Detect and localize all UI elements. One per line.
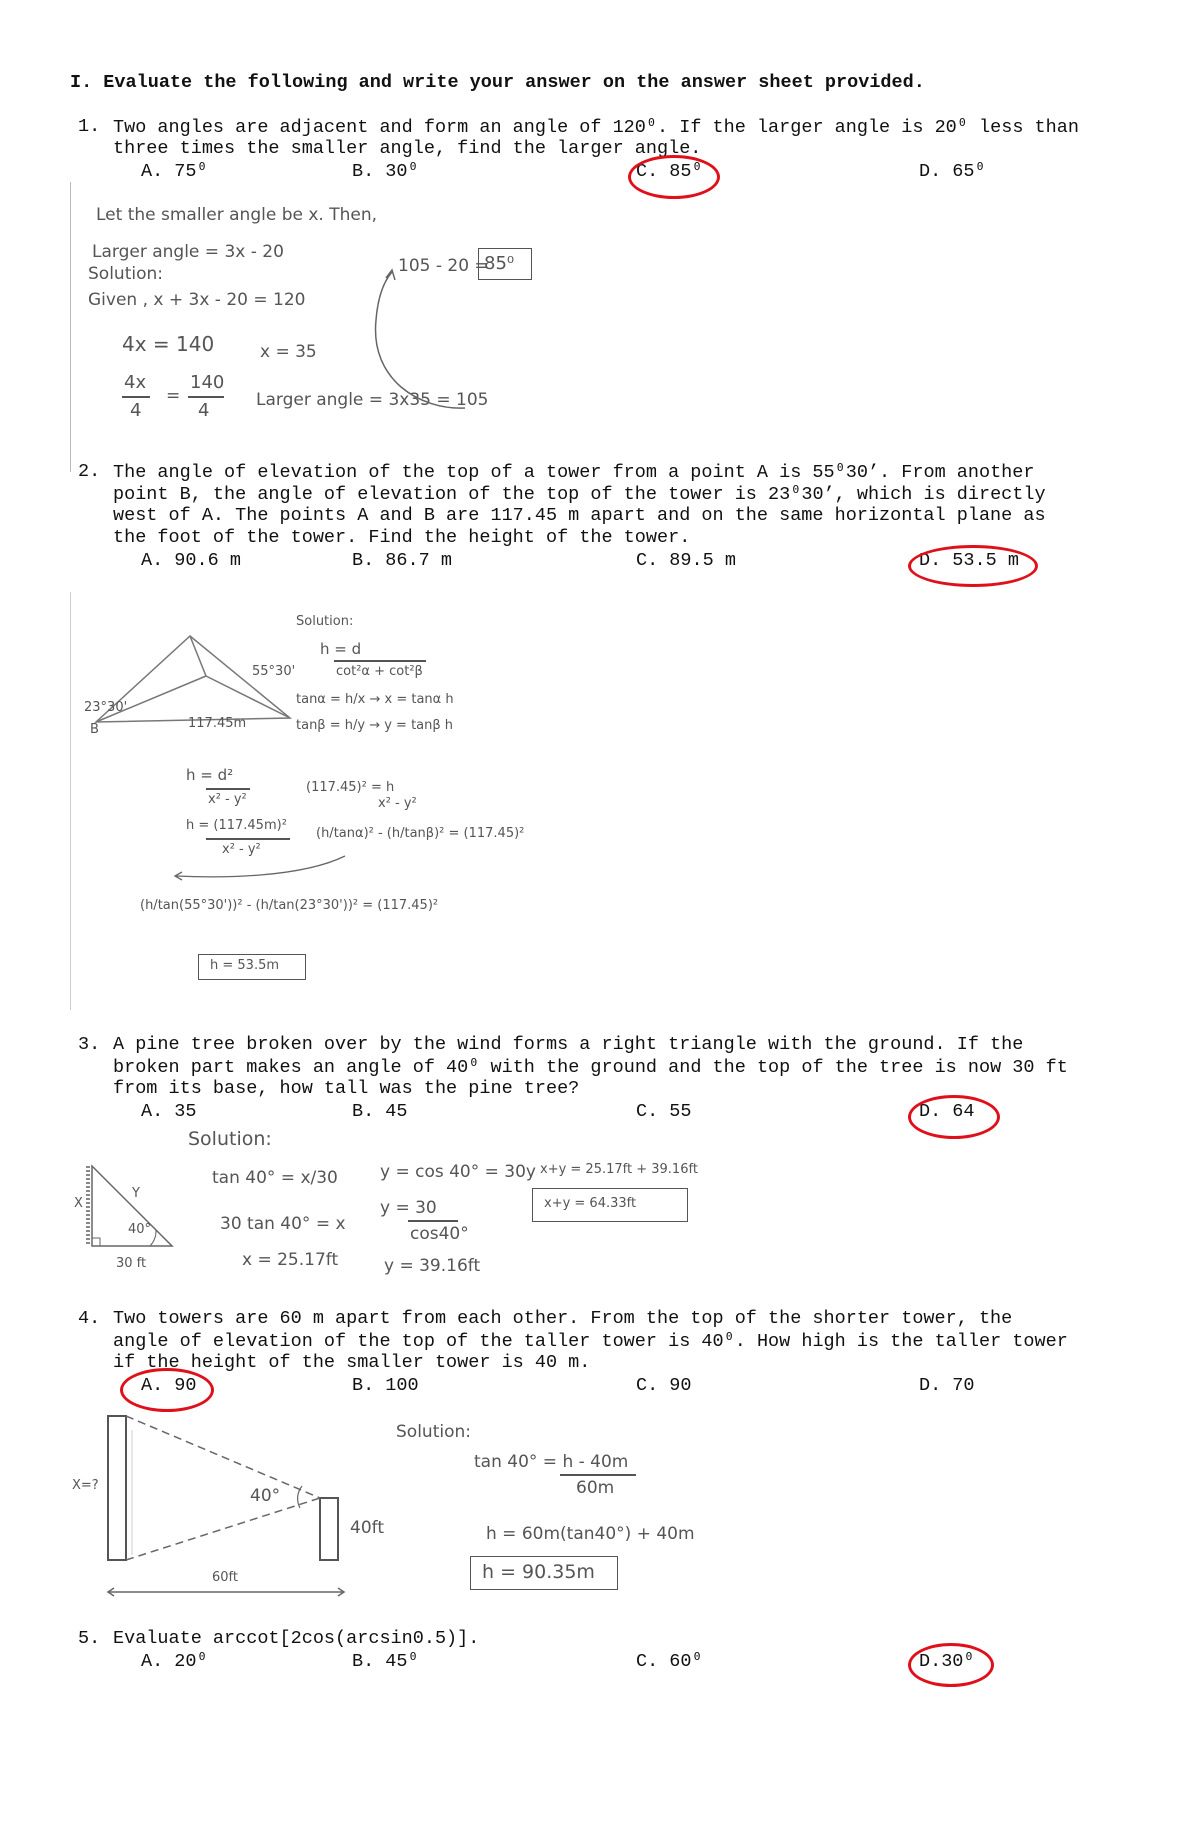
solution-1-frac-num: 4x <box>124 372 147 393</box>
solution-3-line-8: x+y = 25.17ft + 39.16ft <box>540 1162 698 1177</box>
question-2-line-2: point B, the angle of elevation of the top of the tower is 23⁰30’, which is directly <box>113 484 1046 505</box>
solution-2-line-7: (117.45)² = h <box>306 780 395 795</box>
solution-2-diagram-distance: 117.45m <box>188 716 247 731</box>
question-1-choice-c: C. 85⁰ <box>636 161 703 182</box>
question-4-choice-b: B. 100 <box>352 1375 419 1396</box>
solution-3-label: Solution: <box>188 1128 272 1150</box>
question-2-choice-c: C. 89.5 m <box>636 550 736 571</box>
solution-4-label: Solution: <box>396 1422 471 1442</box>
solution-3-line-7: y = 39.16ft <box>384 1256 481 1276</box>
question-2-number: 2. <box>78 461 101 482</box>
solution-3-line-1: tan 40° = x/30 <box>212 1168 338 1188</box>
answer-circle-q5 <box>908 1643 994 1687</box>
solution-3-line-5: y = 30 <box>380 1198 437 1218</box>
solution-2-line-9: h = (117.45m)² <box>186 818 287 833</box>
question-1-number: 1. <box>78 116 101 137</box>
solution-4-diagram-angle: 40° <box>250 1486 281 1506</box>
solution-2-line-10: x² - y² <box>222 842 261 857</box>
solution-1-equals: = <box>166 386 181 406</box>
instruction: I. Evaluate the following and write your answer on the answer sheet provided. <box>70 72 925 93</box>
solution-1-line-4: Given , x + 3x - 20 = 120 <box>88 290 306 310</box>
question-2-line-1: The angle of elevation of the top of a tower from a point A is 55⁰30’. From another <box>113 462 1035 483</box>
solution-2-line-11: (h/tanα)² - (h/tanβ)² = (117.45)² <box>316 826 525 841</box>
solution-3-line-6: cos40° <box>410 1224 469 1244</box>
question-4-choice-c: C. 90 <box>636 1375 692 1396</box>
question-4-line-2: angle of elevation of the top of the taller tower is 40⁰. How high is the taller tower <box>113 1331 1068 1352</box>
solution-1-line-1: Let the smaller angle be x. Then, <box>96 205 378 225</box>
solution-4-answer: h = 90.35m <box>482 1561 595 1583</box>
question-3-line-3: from its base, how tall was the pine tree? <box>113 1078 580 1099</box>
solution-1-line-5: 4x = 140 <box>122 332 215 356</box>
question-2-choice-b: B. 86.7 m <box>352 550 452 571</box>
solution-4-diagram-x: X=? <box>72 1478 99 1493</box>
solution-2-label: Solution: <box>296 614 354 629</box>
question-2-choice-a: A. 90.6 m <box>141 550 241 571</box>
solution-2-line-4: tanβ = h/y → y = tanβ h <box>296 718 454 733</box>
solution-3-diagram-angle: 40° <box>128 1222 152 1237</box>
question-4-number: 4. <box>78 1308 101 1329</box>
question-1-choice-b: B. 30⁰ <box>352 161 419 182</box>
question-5-choice-c: C. 60⁰ <box>636 1651 703 1672</box>
question-3-line-2: broken part makes an angle of 40⁰ with the ground and the top of the tree is now 30 ft <box>113 1057 1068 1078</box>
question-3-choice-d: D. 64 <box>919 1101 975 1122</box>
solution-1-line-3: Solution: <box>88 264 163 284</box>
question-2-line-3: west of A. The points A and B are 117.45 m apart and on the same horizontal plane as <box>113 505 1046 526</box>
question-2-line-4: the foot of the tower. Find the height of the tower. <box>113 527 691 548</box>
solution-1-frac-den: 4 <box>130 400 142 421</box>
solution-2-diagram-angle-b: 23°30' <box>84 700 128 715</box>
solution-4-line-1: tan 40° = h - 40m <box>474 1452 629 1472</box>
question-3-line-1: A pine tree broken over by the wind forms a right triangle with the ground. If the <box>113 1034 1024 1055</box>
solution-1-frac2-num: 140 <box>190 372 225 393</box>
solution-3-line-4: y = cos 40° = 30y <box>380 1162 536 1182</box>
solution-1-answer: 85⁰ <box>484 253 515 274</box>
question-3-number: 3. <box>78 1034 101 1055</box>
solution-2-line-12: (h/tan(55°30'))² - (h/tan(23°30'))² = (117.45)² <box>140 898 439 913</box>
question-3-choice-c: C. 55 <box>636 1101 692 1122</box>
solution-2-line-8: x² - y² <box>378 796 417 811</box>
solution-2-line-2: cot²α + cot²β <box>336 664 423 679</box>
question-1-choice-d: D. 65⁰ <box>919 161 986 182</box>
solution-3-answer: x+y = 64.33ft <box>544 1196 637 1211</box>
question-4-line-3: if the height of the smaller tower is 40 m. <box>113 1352 591 1373</box>
solution-3-line-3: x = 25.17ft <box>242 1250 339 1270</box>
question-4-choice-a: A. 90 <box>141 1375 197 1396</box>
solution-1-larger-angle: Larger angle = 3x35 = 105 <box>256 390 489 410</box>
solution-3-line-2: 30 tan 40° = x <box>220 1214 346 1234</box>
solution-2-line-1: h = d <box>320 640 362 658</box>
solution-2-diagram-angle-a: 55°30' <box>252 664 296 679</box>
solution-3-diagram-base: 30 ft <box>116 1256 147 1271</box>
solution-4-diagram-distance: 60ft <box>212 1570 238 1585</box>
question-5-choice-a: A. 20⁰ <box>141 1651 208 1672</box>
solution-4-line-2: 60m <box>576 1478 615 1498</box>
solution-2-line-6: x² - y² <box>208 792 247 807</box>
solution-4-diagram-short-tower: 40ft <box>350 1518 384 1538</box>
solution-2-line-5: h = d² <box>186 766 234 784</box>
question-1-choice-a: A. 75⁰ <box>141 161 208 182</box>
solution-3-diagram-y: Y <box>132 1186 140 1201</box>
question-1-line-1: Two angles are adjacent and form an angle of 120⁰. If the larger angle is 20⁰ less than <box>113 117 1079 138</box>
solution-4-line-3: h = 60m(tan40°) + 40m <box>486 1524 695 1544</box>
solution-1-subtraction: 105 - 20 = <box>398 256 489 276</box>
solution-2-line-3: tanα = h/x → x = tanα h <box>296 692 454 707</box>
question-5-number: 5. <box>78 1628 101 1649</box>
question-2-choice-d: D. 53.5 m <box>919 550 1019 571</box>
solution-3-diagram-x: X <box>74 1196 83 1211</box>
question-3-choice-b: B. 45 <box>352 1101 408 1122</box>
solution-4-frac-bar <box>560 1474 636 1476</box>
question-5-choice-d: D.30⁰ <box>919 1651 975 1672</box>
question-3-choice-a: A. 35 <box>141 1101 197 1122</box>
solution-1-frac2-den: 4 <box>198 400 210 421</box>
question-4-line-1: Two towers are 60 m apart from each other. From the top of the shorter tower, the <box>113 1308 1013 1329</box>
solution-2-diagram-point-b: B <box>90 722 99 737</box>
solution-2-answer: h = 53.5m <box>210 958 280 973</box>
question-4-choice-d: D. 70 <box>919 1375 975 1396</box>
solution-1-line-2: Larger angle = 3x - 20 <box>92 242 284 262</box>
question-1-line-2: three times the smaller angle, find the larger angle. <box>113 138 702 159</box>
question-5-line-1: Evaluate arccot[2cos(arcsin0.5)]. <box>113 1628 480 1649</box>
solution-1-x-value: x = 35 <box>260 342 317 362</box>
question-5-choice-b: B. 45⁰ <box>352 1651 419 1672</box>
